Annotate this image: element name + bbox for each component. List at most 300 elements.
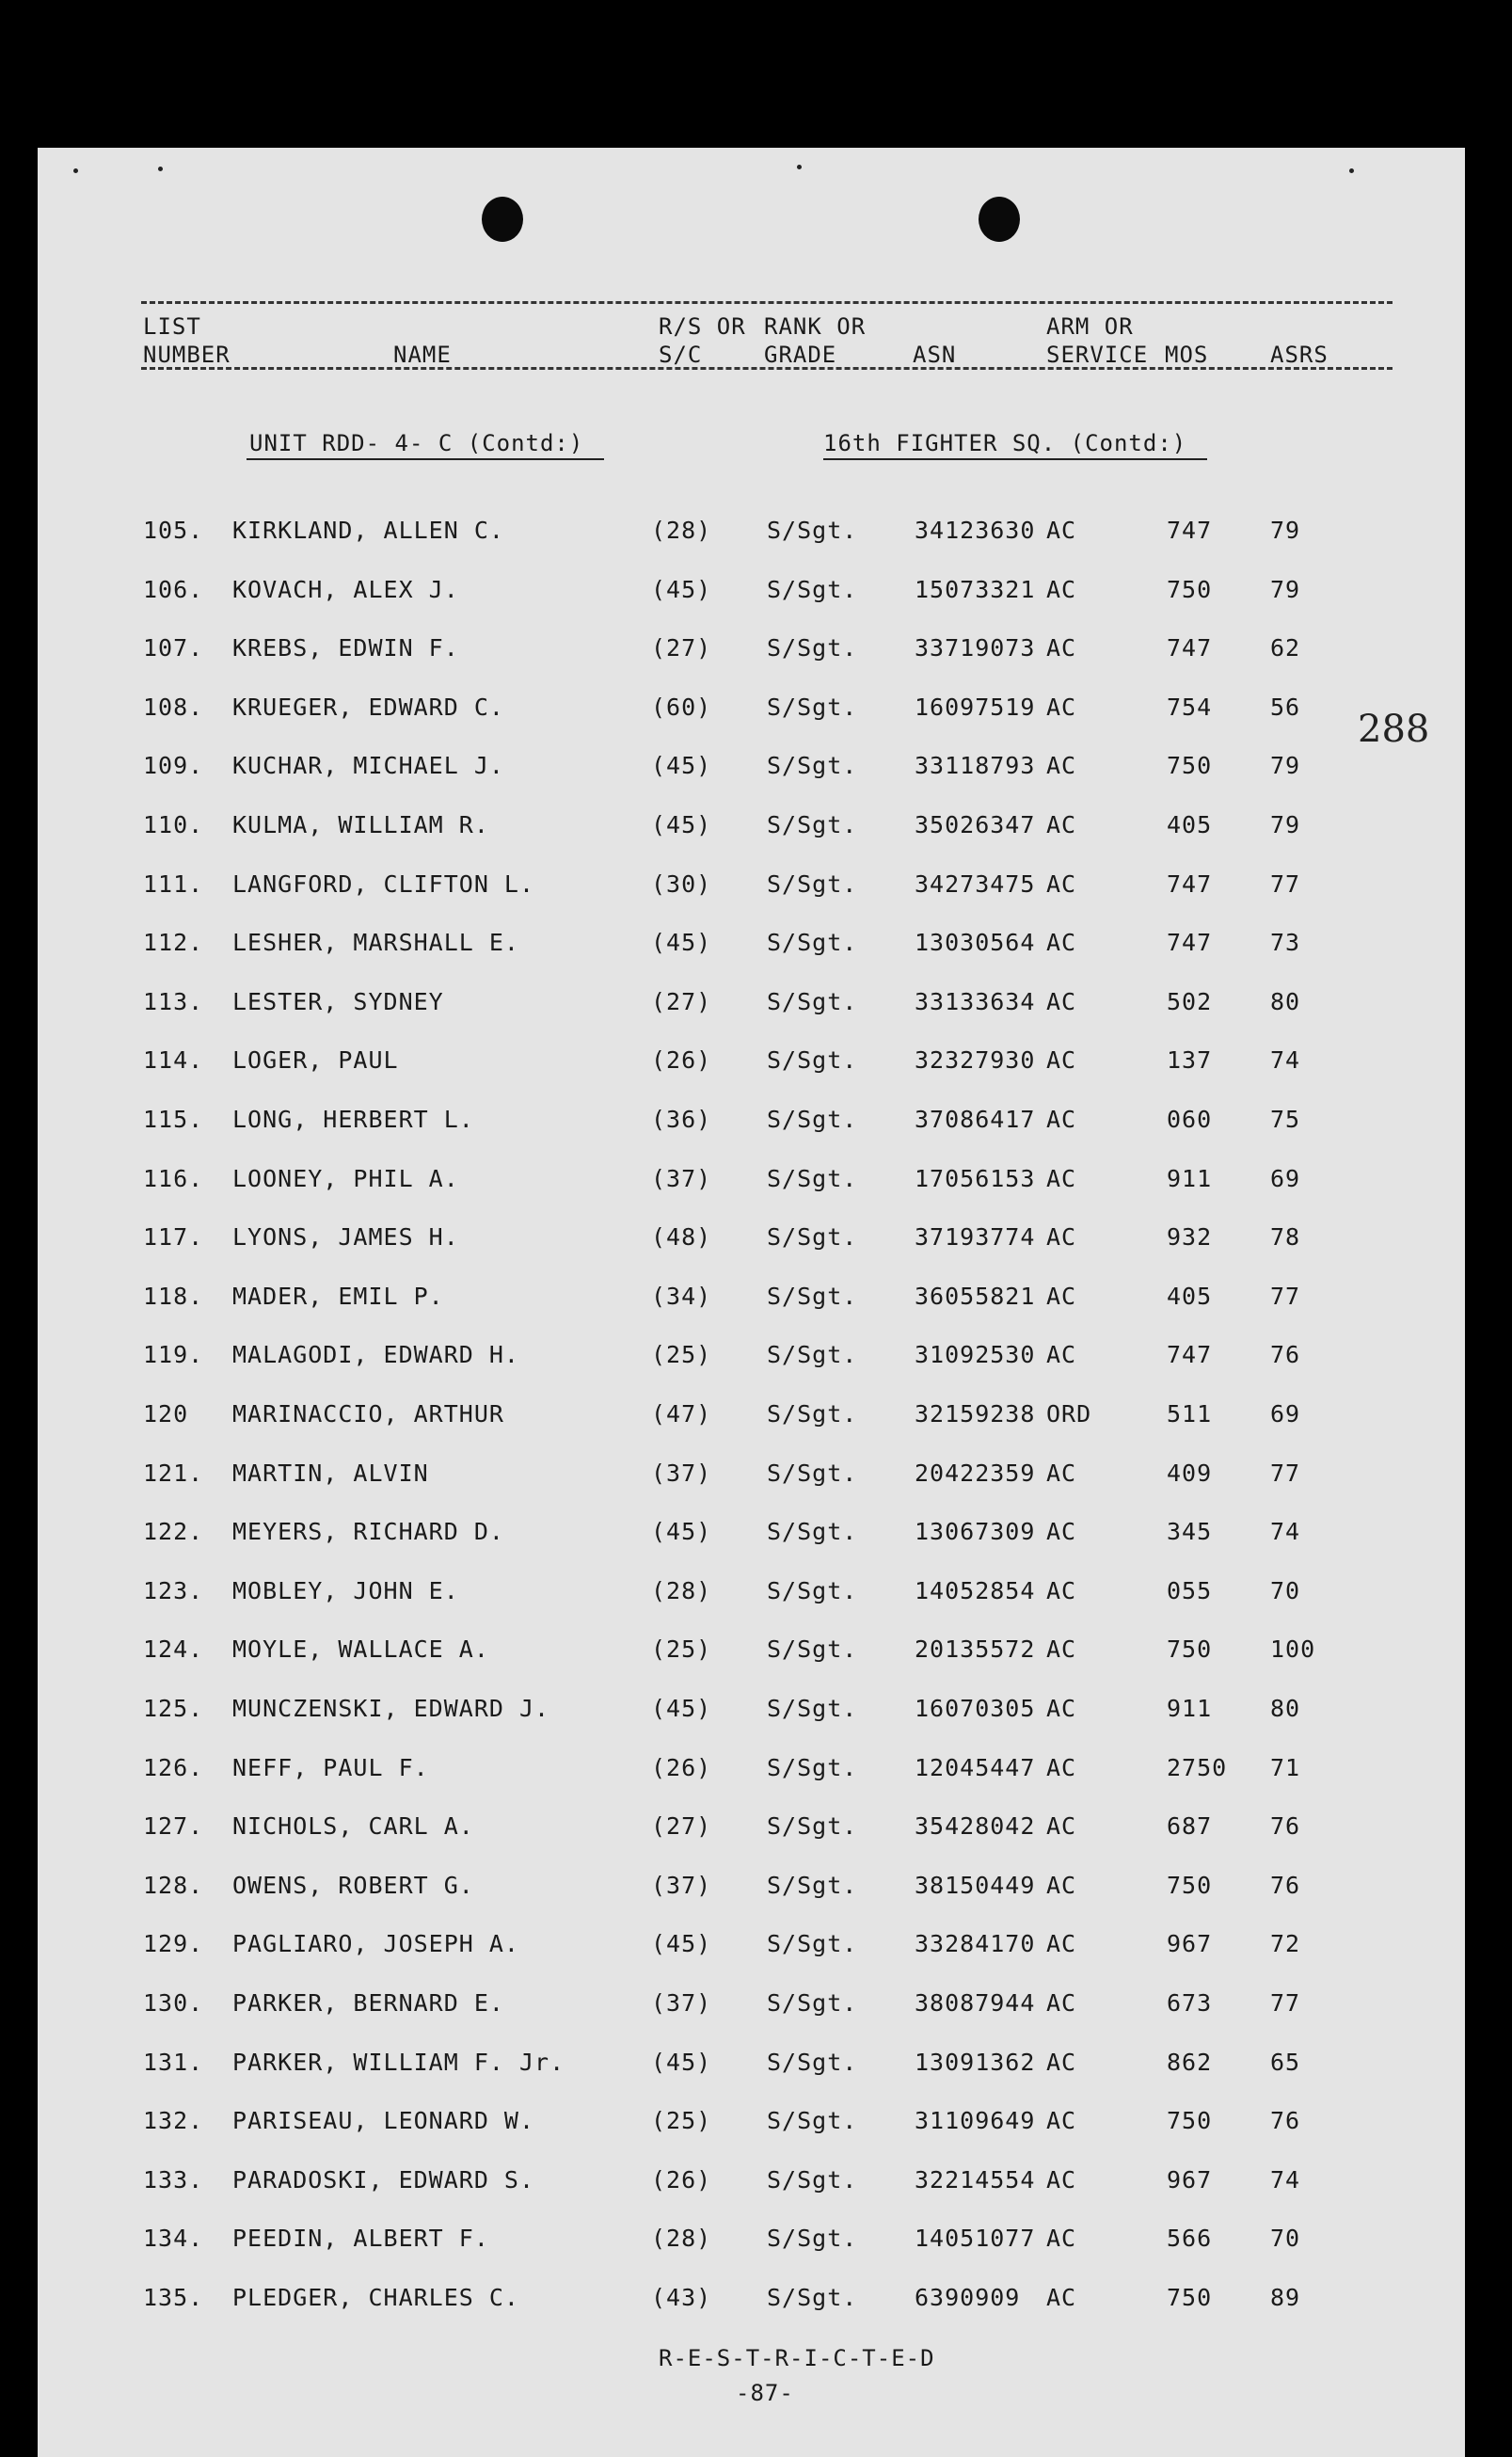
personnel-name: PARKER, WILLIAM F. Jr. bbox=[232, 2048, 565, 2076]
personnel-name: PEEDIN, ALBERT F. bbox=[232, 2225, 489, 2253]
rs-sc-code: (26) bbox=[651, 1753, 712, 1781]
mos-code: 750 bbox=[1167, 752, 1213, 780]
list-number: 112. bbox=[143, 929, 204, 957]
arm-service: AC bbox=[1046, 1930, 1077, 1958]
asn-number: 32159238 bbox=[915, 1400, 1036, 1428]
rs-sc-code: (25) bbox=[651, 2107, 712, 2135]
personnel-name: MALAGODI, EDWARD H. bbox=[232, 1341, 519, 1369]
asrs-score: 76 bbox=[1270, 2107, 1301, 2135]
asrs-score: 77 bbox=[1270, 870, 1301, 898]
asn-number: 17056153 bbox=[915, 1164, 1036, 1192]
asrs-score: 80 bbox=[1270, 1695, 1301, 1722]
arm-service: AC bbox=[1046, 1753, 1077, 1781]
arm-service: AC bbox=[1046, 752, 1077, 780]
list-row bbox=[38, 634, 1465, 672]
list-row bbox=[38, 1989, 1465, 2027]
asn-number: 38087944 bbox=[915, 1989, 1036, 2017]
arm-service: AC bbox=[1046, 811, 1077, 838]
list-row bbox=[38, 811, 1465, 849]
header-grade-label: GRADE bbox=[764, 342, 837, 368]
mos-code: 750 bbox=[1167, 2284, 1213, 2311]
list-row bbox=[38, 1400, 1465, 1438]
asn-number: 32327930 bbox=[915, 1046, 1036, 1075]
asrs-score: 69 bbox=[1270, 1400, 1301, 1428]
rank-grade: S/Sgt. bbox=[767, 693, 858, 721]
asrs-score: 74 bbox=[1270, 1046, 1301, 1075]
rank-grade: S/Sgt. bbox=[767, 987, 858, 1015]
asrs-score: 62 bbox=[1270, 634, 1301, 662]
list-number: 106. bbox=[143, 575, 204, 603]
asn-number: 35026347 bbox=[915, 811, 1036, 838]
dust-speck bbox=[158, 167, 163, 171]
squadron-heading: 16th FIGHTER SQ. (Contd:) bbox=[823, 430, 1187, 456]
mos-code: 055 bbox=[1167, 1576, 1213, 1604]
rs-sc-code: (45) bbox=[651, 1695, 712, 1722]
list-number: 105. bbox=[143, 517, 204, 544]
list-number: 123. bbox=[143, 1576, 204, 1604]
asn-number: 32214554 bbox=[915, 2165, 1036, 2194]
rank-grade: S/Sgt. bbox=[767, 1989, 858, 2017]
rank-grade: S/Sgt. bbox=[767, 1282, 858, 1310]
mos-code: 345 bbox=[1167, 1518, 1213, 1546]
rs-sc-code: (45) bbox=[651, 1518, 712, 1546]
asn-number: 13091362 bbox=[915, 2048, 1036, 2076]
personnel-name: MEYERS, RICHARD D. bbox=[232, 1518, 504, 1546]
rank-grade: S/Sgt. bbox=[767, 1576, 858, 1604]
arm-service: AC bbox=[1046, 1164, 1077, 1192]
punch-hole bbox=[482, 197, 523, 242]
arm-service: AC bbox=[1046, 2107, 1077, 2135]
rank-grade: S/Sgt. bbox=[767, 929, 858, 957]
list-row bbox=[38, 1577, 1465, 1615]
arm-service: AC bbox=[1046, 1282, 1077, 1310]
mos-code: 747 bbox=[1167, 870, 1213, 898]
rank-grade: S/Sgt. bbox=[767, 1518, 858, 1546]
list-row bbox=[38, 988, 1465, 1026]
list-number: 134. bbox=[143, 2225, 204, 2253]
asrs-score: 76 bbox=[1270, 1812, 1301, 1841]
list-number: 124. bbox=[143, 1635, 204, 1664]
mos-code: 750 bbox=[1167, 1635, 1213, 1664]
list-row bbox=[38, 2166, 1465, 2204]
asrs-score: 77 bbox=[1270, 1989, 1301, 2017]
mos-code: 754 bbox=[1167, 693, 1213, 721]
list-number: 108. bbox=[143, 693, 204, 721]
list-row bbox=[38, 870, 1465, 908]
arm-service: AC bbox=[1046, 987, 1077, 1015]
mos-code: 502 bbox=[1167, 987, 1213, 1015]
personnel-name: KREBS, EDWIN F. bbox=[232, 634, 459, 662]
list-row bbox=[38, 2284, 1465, 2321]
asrs-score: 75 bbox=[1270, 1106, 1301, 1133]
rank-grade: S/Sgt. bbox=[767, 1106, 858, 1133]
asn-number: 33719073 bbox=[915, 634, 1036, 662]
rank-grade: S/Sgt. bbox=[767, 2048, 858, 2076]
list-row bbox=[38, 1635, 1465, 1673]
list-number: 122. bbox=[143, 1518, 204, 1546]
personnel-name: PARKER, BERNARD E. bbox=[232, 1989, 504, 2017]
arm-service: AC bbox=[1046, 929, 1077, 957]
list-row bbox=[38, 1872, 1465, 1909]
dust-speck bbox=[1349, 168, 1354, 173]
arm-service: AC bbox=[1046, 1695, 1077, 1722]
mos-code: 405 bbox=[1167, 811, 1213, 838]
asrs-score: 65 bbox=[1270, 2048, 1301, 2076]
rank-grade: S/Sgt. bbox=[767, 1400, 858, 1428]
asn-number: 35428042 bbox=[915, 1812, 1036, 1841]
asn-number: 15073321 bbox=[915, 575, 1036, 603]
personnel-name: MUNCZENSKI, EDWARD J. bbox=[232, 1695, 550, 1722]
rank-grade: S/Sgt. bbox=[767, 1635, 858, 1664]
rank-grade: S/Sgt. bbox=[767, 517, 858, 544]
rs-sc-code: (26) bbox=[651, 1046, 712, 1075]
mos-code: 2750 bbox=[1167, 1753, 1228, 1781]
list-number: 121. bbox=[143, 1459, 204, 1487]
personnel-name: KUCHAR, MICHAEL J. bbox=[232, 752, 504, 780]
squadron-heading-underline bbox=[823, 458, 1207, 460]
asrs-score: 76 bbox=[1270, 1871, 1301, 1899]
rs-sc-code: (45) bbox=[651, 2048, 712, 2076]
list-row bbox=[38, 1046, 1465, 1084]
asn-number: 36055821 bbox=[915, 1282, 1036, 1310]
personnel-name: NICHOLS, CARL A. bbox=[232, 1812, 474, 1841]
arm-service: AC bbox=[1046, 870, 1077, 898]
arm-service: AC bbox=[1046, 693, 1077, 721]
list-row bbox=[38, 2225, 1465, 2262]
asrs-score: 79 bbox=[1270, 811, 1301, 838]
rank-grade: S/Sgt. bbox=[767, 1753, 858, 1781]
list-number: 114. bbox=[143, 1046, 204, 1075]
punch-hole bbox=[979, 197, 1020, 242]
mos-code: 750 bbox=[1167, 1871, 1213, 1899]
rs-sc-code: (45) bbox=[651, 1930, 712, 1958]
list-number: 110. bbox=[143, 811, 204, 838]
dust-speck bbox=[797, 165, 802, 169]
asrs-score: 79 bbox=[1270, 517, 1301, 544]
header-rank-label: RANK OR bbox=[764, 313, 867, 340]
list-row bbox=[38, 2049, 1465, 2086]
asn-number: 34123630 bbox=[915, 517, 1036, 544]
personnel-name: PAGLIARO, JOSEPH A. bbox=[232, 1930, 519, 1958]
asrs-score: 69 bbox=[1270, 1164, 1301, 1192]
list-row bbox=[38, 1106, 1465, 1143]
mos-code: 566 bbox=[1167, 2225, 1213, 2253]
asrs-score: 73 bbox=[1270, 929, 1301, 957]
rank-grade: S/Sgt. bbox=[767, 811, 858, 838]
list-row bbox=[38, 1341, 1465, 1379]
list-number: 107. bbox=[143, 634, 204, 662]
asn-number: 38150449 bbox=[915, 1871, 1036, 1899]
rs-sc-code: (37) bbox=[651, 1989, 712, 2017]
personnel-name: OWENS, ROBERT G. bbox=[232, 1871, 474, 1899]
mos-code: 747 bbox=[1167, 929, 1213, 957]
rs-sc-code: (28) bbox=[651, 517, 712, 544]
rs-sc-code: (34) bbox=[651, 1282, 712, 1310]
unit-heading: UNIT RDD- 4- C (Contd:) bbox=[249, 430, 584, 456]
rs-sc-code: (37) bbox=[651, 1164, 712, 1192]
asn-number: 16097519 bbox=[915, 693, 1036, 721]
personnel-name: NEFF, PAUL F. bbox=[232, 1753, 429, 1781]
list-number: 125. bbox=[143, 1695, 204, 1722]
rs-sc-code: (37) bbox=[651, 1459, 712, 1487]
rank-grade: S/Sgt. bbox=[767, 2107, 858, 2135]
personnel-name: KOVACH, ALEX J. bbox=[232, 575, 459, 603]
header-mos-label: MOS bbox=[1165, 342, 1209, 368]
rs-sc-code: (26) bbox=[651, 2165, 712, 2194]
mos-code: 687 bbox=[1167, 1812, 1213, 1841]
rs-sc-code: (47) bbox=[651, 1400, 712, 1428]
arm-service: AC bbox=[1046, 517, 1077, 544]
rs-sc-code: (45) bbox=[651, 811, 712, 838]
list-number: 113. bbox=[143, 987, 204, 1015]
arm-service: AC bbox=[1046, 1106, 1077, 1133]
list-number: 119. bbox=[143, 1341, 204, 1369]
asrs-score: 72 bbox=[1270, 1930, 1301, 1958]
list-number: 127. bbox=[143, 1812, 204, 1841]
rs-sc-code: (27) bbox=[651, 1812, 712, 1841]
asn-number: 33133634 bbox=[915, 987, 1036, 1015]
rs-sc-code: (45) bbox=[651, 929, 712, 957]
asn-number: 31109649 bbox=[915, 2107, 1036, 2135]
list-number: 111. bbox=[143, 870, 204, 898]
rs-sc-code: (45) bbox=[651, 752, 712, 780]
mos-code: 932 bbox=[1167, 1223, 1213, 1252]
list-number: 128. bbox=[143, 1871, 204, 1899]
header-sc-label: S/C bbox=[659, 342, 703, 368]
list-row bbox=[38, 1460, 1465, 1497]
asn-number: 33118793 bbox=[915, 752, 1036, 780]
header-asn-label: ASN bbox=[913, 342, 957, 368]
mos-code: 409 bbox=[1167, 1459, 1213, 1487]
header-bottom-rule bbox=[141, 367, 1393, 370]
personnel-name: MOBLEY, JOHN E. bbox=[232, 1576, 459, 1604]
list-row bbox=[38, 1165, 1465, 1203]
mos-code: 747 bbox=[1167, 634, 1213, 662]
mos-code: 967 bbox=[1167, 1930, 1213, 1958]
page-number: -87- bbox=[736, 2380, 794, 2406]
arm-service: AC bbox=[1046, 1341, 1077, 1369]
rank-grade: S/Sgt. bbox=[767, 1459, 858, 1487]
mos-code: 911 bbox=[1167, 1695, 1213, 1722]
mos-code: 747 bbox=[1167, 1341, 1213, 1369]
personnel-name: LANGFORD, CLIFTON L. bbox=[232, 870, 535, 898]
header-number-label: NUMBER bbox=[143, 342, 231, 368]
personnel-name: LONG, HERBERT L. bbox=[232, 1106, 474, 1133]
arm-service: AC bbox=[1046, 1812, 1077, 1841]
rank-grade: S/Sgt. bbox=[767, 870, 858, 898]
personnel-name: MADER, EMIL P. bbox=[232, 1282, 444, 1310]
personnel-name: KIRKLAND, ALLEN C. bbox=[232, 517, 504, 544]
rs-sc-code: (25) bbox=[651, 1341, 712, 1369]
rs-sc-code: (27) bbox=[651, 634, 712, 662]
rs-sc-code: (48) bbox=[651, 1223, 712, 1252]
list-number: 115. bbox=[143, 1106, 204, 1133]
mos-code: 967 bbox=[1167, 2165, 1213, 2194]
rank-grade: S/Sgt. bbox=[767, 1871, 858, 1899]
list-number: 129. bbox=[143, 1930, 204, 1958]
rs-sc-code: (43) bbox=[651, 2284, 712, 2311]
mos-code: 673 bbox=[1167, 1989, 1213, 2017]
mos-code: 511 bbox=[1167, 1400, 1213, 1428]
asrs-score: 79 bbox=[1270, 752, 1301, 780]
rs-sc-code: (27) bbox=[651, 987, 712, 1015]
list-row bbox=[38, 2107, 1465, 2145]
mos-code: 750 bbox=[1167, 2107, 1213, 2135]
mos-code: 750 bbox=[1167, 575, 1213, 603]
asrs-score: 89 bbox=[1270, 2284, 1301, 2311]
rs-sc-code: (30) bbox=[651, 870, 712, 898]
arm-service: AC bbox=[1046, 1871, 1077, 1899]
personnel-name: MARTIN, ALVIN bbox=[232, 1459, 429, 1487]
rank-grade: S/Sgt. bbox=[767, 2284, 858, 2311]
arm-service: AC bbox=[1046, 634, 1077, 662]
personnel-name: PLEDGER, CHARLES C. bbox=[232, 2284, 519, 2311]
rs-sc-code: (36) bbox=[651, 1106, 712, 1133]
arm-service: AC bbox=[1046, 1989, 1077, 2017]
list-number: 130. bbox=[143, 1989, 204, 2017]
arm-service: AC bbox=[1046, 2048, 1077, 2076]
rs-sc-code: (25) bbox=[651, 1635, 712, 1664]
asrs-score: 77 bbox=[1270, 1459, 1301, 1487]
header-name-label: NAME bbox=[393, 342, 452, 368]
rank-grade: S/Sgt. bbox=[767, 752, 858, 780]
personnel-name: MOYLE, WALLACE A. bbox=[232, 1635, 489, 1664]
arm-service: ORD bbox=[1046, 1400, 1092, 1428]
list-number: 126. bbox=[143, 1753, 204, 1781]
list-row bbox=[38, 694, 1465, 731]
asn-number: 31092530 bbox=[915, 1341, 1036, 1369]
asn-number: 20135572 bbox=[915, 1635, 1036, 1664]
rank-grade: S/Sgt. bbox=[767, 1046, 858, 1075]
arm-service: AC bbox=[1046, 2165, 1077, 2194]
personnel-name: LESTER, SYDNEY bbox=[232, 987, 444, 1015]
list-row bbox=[38, 752, 1465, 790]
list-row bbox=[38, 929, 1465, 966]
rank-grade: S/Sgt. bbox=[767, 1812, 858, 1841]
rs-sc-code: (37) bbox=[651, 1871, 712, 1899]
rs-sc-code: (28) bbox=[651, 2225, 712, 2253]
arm-service: AC bbox=[1046, 575, 1077, 603]
asn-number: 13067309 bbox=[915, 1518, 1036, 1546]
asn-number: 33284170 bbox=[915, 1930, 1036, 1958]
personnel-name: LESHER, MARSHALL E. bbox=[232, 929, 519, 957]
list-row bbox=[38, 1695, 1465, 1732]
header-top-rule bbox=[141, 301, 1393, 304]
list-row bbox=[38, 1223, 1465, 1261]
mos-code: 862 bbox=[1167, 2048, 1213, 2076]
personnel-name: LYONS, JAMES H. bbox=[232, 1223, 459, 1252]
rank-grade: S/Sgt. bbox=[767, 575, 858, 603]
list-number: 132. bbox=[143, 2107, 204, 2135]
rank-grade: S/Sgt. bbox=[767, 1164, 858, 1192]
mos-code: 747 bbox=[1167, 517, 1213, 544]
list-number: 131. bbox=[143, 2048, 204, 2076]
rank-grade: S/Sgt. bbox=[767, 1930, 858, 1958]
list-row bbox=[38, 1754, 1465, 1792]
asn-number: 14051077 bbox=[915, 2225, 1036, 2253]
list-number: 117. bbox=[143, 1223, 204, 1252]
list-row bbox=[38, 1518, 1465, 1556]
asn-number: 14052854 bbox=[915, 1576, 1036, 1604]
asn-number: 13030564 bbox=[915, 929, 1036, 957]
arm-service: AC bbox=[1046, 1223, 1077, 1252]
header-rs-label: R/S OR bbox=[659, 313, 746, 340]
list-number: 120 bbox=[143, 1400, 189, 1428]
asn-number: 12045447 bbox=[915, 1753, 1036, 1781]
mos-code: 911 bbox=[1167, 1164, 1213, 1192]
rank-grade: S/Sgt. bbox=[767, 634, 858, 662]
list-number: 133. bbox=[143, 2165, 204, 2194]
rs-sc-code: (60) bbox=[651, 693, 712, 721]
margin-annotation: 288 bbox=[1358, 708, 1430, 751]
asrs-score: 100 bbox=[1270, 1635, 1316, 1664]
mos-code: 137 bbox=[1167, 1046, 1213, 1075]
list-number: 135. bbox=[143, 2284, 204, 2311]
unit-heading-underline bbox=[247, 458, 604, 460]
asn-number: 16070305 bbox=[915, 1695, 1036, 1722]
list-number: 118. bbox=[143, 1282, 204, 1310]
header-asrs-label: ASRS bbox=[1270, 342, 1329, 368]
rank-grade: S/Sgt. bbox=[767, 2225, 858, 2253]
asrs-score: 71 bbox=[1270, 1753, 1301, 1781]
asrs-score: 56 bbox=[1270, 693, 1301, 721]
personnel-name: LOONEY, PHIL A. bbox=[232, 1164, 459, 1192]
asn-number: 6390909 bbox=[915, 2284, 1021, 2311]
document-page bbox=[38, 148, 1465, 2457]
personnel-name: PARISEAU, LEONARD W. bbox=[232, 2107, 535, 2135]
personnel-name: PARADOSKI, EDWARD S. bbox=[232, 2165, 535, 2194]
list-number: 109. bbox=[143, 752, 204, 780]
list-number: 116. bbox=[143, 1164, 204, 1192]
asrs-score: 76 bbox=[1270, 1341, 1301, 1369]
asn-number: 20422359 bbox=[915, 1459, 1036, 1487]
rs-sc-code: (28) bbox=[651, 1576, 712, 1604]
mos-code: 060 bbox=[1167, 1106, 1213, 1133]
asrs-score: 78 bbox=[1270, 1223, 1301, 1252]
personnel-name: KRUEGER, EDWARD C. bbox=[232, 693, 504, 721]
arm-service: AC bbox=[1046, 1459, 1077, 1487]
classification-footer: R-E-S-T-R-I-C-T-E-D bbox=[659, 2345, 935, 2371]
list-row bbox=[38, 517, 1465, 554]
arm-service: AC bbox=[1046, 2284, 1077, 2311]
rank-grade: S/Sgt. bbox=[767, 1341, 858, 1369]
mos-code: 405 bbox=[1167, 1282, 1213, 1310]
personnel-name: MARINACCIO, ARTHUR bbox=[232, 1400, 504, 1428]
personnel-name: KULMA, WILLIAM R. bbox=[232, 811, 489, 838]
asrs-score: 74 bbox=[1270, 1518, 1301, 1546]
header-list-label: LIST bbox=[143, 313, 201, 340]
dust-speck bbox=[73, 168, 78, 173]
rank-grade: S/Sgt. bbox=[767, 1223, 858, 1252]
header-arm-label: ARM OR bbox=[1046, 313, 1134, 340]
rs-sc-code: (45) bbox=[651, 575, 712, 603]
asn-number: 37086417 bbox=[915, 1106, 1036, 1133]
list-row bbox=[38, 1930, 1465, 1968]
arm-service: AC bbox=[1046, 1635, 1077, 1664]
rank-grade: S/Sgt. bbox=[767, 1695, 858, 1722]
asrs-score: 79 bbox=[1270, 575, 1301, 603]
asn-number: 37193774 bbox=[915, 1223, 1036, 1252]
asrs-score: 70 bbox=[1270, 1576, 1301, 1604]
arm-service: AC bbox=[1046, 1518, 1077, 1546]
arm-service: AC bbox=[1046, 2225, 1077, 2253]
asrs-score: 70 bbox=[1270, 2225, 1301, 2253]
arm-service: AC bbox=[1046, 1046, 1077, 1075]
list-row bbox=[38, 1283, 1465, 1320]
asrs-score: 74 bbox=[1270, 2165, 1301, 2194]
list-row bbox=[38, 576, 1465, 614]
arm-service: AC bbox=[1046, 1576, 1077, 1604]
